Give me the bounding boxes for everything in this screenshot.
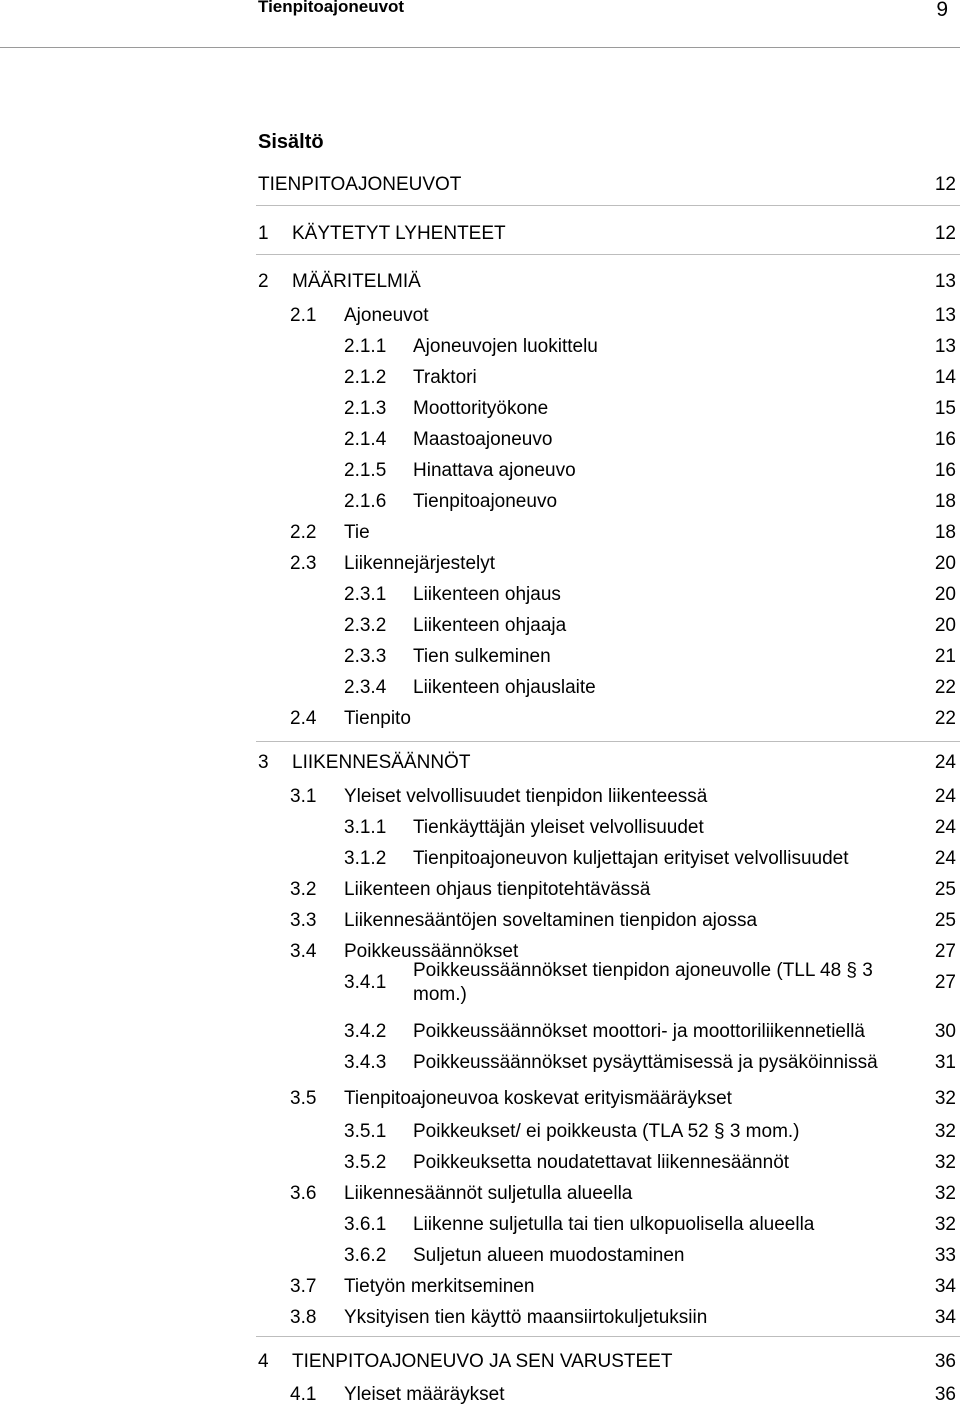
toc-entry-title: LIIKENNESÄÄNNÖT [292, 752, 471, 773]
toc-entry-page: 16 [934, 460, 956, 481]
toc-entry-page: 32 [934, 1183, 956, 1204]
toc-entry-number: 2 [258, 271, 269, 292]
toc-entry-title: Tienpitoajoneuvo [413, 491, 558, 512]
toc-entry-number: 2.3.4 [344, 677, 387, 698]
toc-entry-title: Poikkeussäännökset moottori- ja moottoriliikennetiellä [413, 1021, 866, 1042]
toc-entry-number: 3.3 [290, 910, 317, 931]
toc-entry-number: 3.2 [290, 879, 317, 900]
toc-entry-number: 2.1.1 [344, 336, 387, 357]
toc-entry-page: 18 [934, 491, 956, 512]
toc-entry-page: 30 [934, 1021, 956, 1042]
toc-entry-number: 3.4 [290, 941, 317, 962]
toc-entry-page: 32 [934, 1152, 956, 1173]
toc-entry-page: 13 [934, 336, 956, 357]
toc-entry-number: 3.1.2 [344, 848, 387, 869]
toc-entry-page: 20 [934, 615, 956, 636]
toc-entry-page: 13 [934, 305, 956, 326]
toc-entry-title: Tienpitoajoneuvon kuljettajan erityiset velvollisuudet [413, 848, 849, 869]
toc-entry-title: TIENPITOAJONEUVOT [258, 174, 462, 195]
toc-entry-page: 34 [934, 1276, 956, 1297]
toc-entry-page: 25 [934, 910, 956, 931]
toc-entry-title: Traktori [413, 367, 477, 388]
toc-entry-page: 32 [934, 1121, 956, 1142]
toc-entry-title: TIENPITOAJONEUVO JA SEN VARUSTEET [292, 1351, 673, 1372]
toc-entry-number: 4 [258, 1351, 269, 1372]
toc-entry-page: 24 [934, 786, 956, 807]
toc-entry-number: 2.3.2 [344, 615, 387, 636]
toc-entry-number: 2.4 [290, 708, 317, 729]
toc-entry-page: 24 [934, 752, 956, 773]
toc-section-divider [256, 1336, 960, 1337]
toc-entry-page: 16 [934, 429, 956, 450]
toc-entry-title: Tietyön merkitseminen [344, 1276, 535, 1297]
toc-entry-number: 3.1.1 [344, 817, 387, 838]
toc-entry-title: Tienpitoajoneuvoa koskevat erityismääräykset [344, 1088, 732, 1109]
toc-entry-page: 24 [934, 848, 956, 869]
toc-entry-title: Poikkeussäännökset [344, 941, 519, 962]
toc-section-divider [256, 205, 960, 206]
toc-entry-title: Poikkeussäännökset tienpidon ajoneuvolle (TLL 48 § 3 mom.) [413, 960, 873, 1005]
toc-entry-title: Liikennesäännöt suljetulla alueella [344, 1183, 633, 1204]
toc-entry-page: 18 [934, 522, 956, 543]
toc-entry-number: 2.3 [290, 553, 317, 574]
toc-entry-title: MÄÄRITELMIÄ [292, 271, 421, 292]
toc-entry-page: 22 [934, 677, 956, 698]
toc-entry-number: 3.8 [290, 1307, 317, 1328]
toc-entry-number: 2.1 [290, 305, 317, 326]
toc-entry-number: 2.1.6 [344, 491, 387, 512]
toc-entry-page: 27 [934, 941, 956, 962]
toc-section-divider [256, 254, 960, 255]
toc-entry-page: 31 [934, 1052, 956, 1073]
toc-entry-page: 22 [934, 708, 956, 729]
toc-entry-number: 3.5.2 [344, 1152, 387, 1173]
toc-entry-title: Poikkeukset/ ei poikkeusta (TLA 52 § 3 mom.) [413, 1121, 800, 1142]
toc-entry-number: 2.1.2 [344, 367, 387, 388]
toc-entry-title: Liikennesääntöjen soveltaminen tienpidon ajossa [344, 910, 758, 931]
toc-entry-page: 15 [934, 398, 956, 419]
page-number: 9 [936, 0, 948, 21]
toc-entry-number: 2.3.3 [344, 646, 387, 667]
running-header-title: Tienpitoajoneuvot [258, 0, 405, 16]
toc-entry-number: 3.6.1 [344, 1214, 387, 1235]
toc-entry-title: Liikenteen ohjaus tienpitotehtävässä [344, 879, 651, 900]
toc-entry-page: 20 [934, 553, 956, 574]
toc-entry-page: 36 [934, 1351, 956, 1372]
toc-entry-title: Yksityisen tien käyttö maansiirtokuljetuksiin [344, 1307, 708, 1328]
toc-entry-number: 2.2 [290, 522, 317, 543]
toc-entry-title: Liikennejärjestelyt [344, 553, 496, 574]
toc-entry-title: Ajoneuvot [344, 305, 429, 326]
toc-entry-number: 3 [258, 752, 269, 773]
toc-entry-page: 14 [934, 367, 956, 388]
toc-heading: Sisältö [258, 131, 324, 153]
toc-entry-title: Tien sulkeminen [413, 646, 551, 667]
toc-entry-title: Moottorityökone [413, 398, 549, 419]
toc-entry-title: Yleiset velvollisuudet tienpidon liikenteessä [344, 786, 708, 807]
toc-entry-title: Tienkäyttäjän yleiset velvollisuudet [413, 817, 704, 838]
toc-entry-title: Liikenteen ohjaus [413, 584, 561, 605]
toc-entry-number: 2.1.4 [344, 429, 387, 450]
toc-entry-number: 2.1.5 [344, 460, 387, 481]
toc-entry-page: 32 [934, 1088, 956, 1109]
toc-entry-number: 3.1 [290, 786, 317, 807]
toc-entry-page: 21 [934, 646, 956, 667]
toc-entry-number: 2.3.1 [344, 584, 387, 605]
toc-entry-page: 36 [934, 1384, 956, 1405]
toc-entry-page: 32 [934, 1214, 956, 1235]
toc-entry-title: Tienpito [344, 708, 411, 729]
toc-entry-number: 3.6 [290, 1183, 317, 1204]
toc-entry-title: Poikkeussäännökset pysäyttämisessä ja pysäköinnissä [413, 1052, 878, 1073]
toc-entry-title: Maastoajoneuvo [413, 429, 553, 450]
toc-entry-page: 12 [934, 223, 956, 244]
toc-entry-number: 2.1.3 [344, 398, 387, 419]
toc-entry-title: Hinattava ajoneuvo [413, 460, 576, 481]
toc-entry-title: Liikenteen ohjauslaite [413, 677, 596, 698]
toc-entry-page: 12 [934, 174, 956, 195]
toc-entry-number: 1 [258, 223, 269, 244]
toc-entry-number: 3.7 [290, 1276, 317, 1297]
toc-entry-page: 20 [934, 584, 956, 605]
toc-entry-title: KÄYTETYT LYHENTEET [292, 223, 506, 244]
toc-entry-title: Ajoneuvojen luokittelu [413, 336, 598, 357]
toc-entry-number: 3.5 [290, 1088, 317, 1109]
toc-entry-page: 25 [934, 879, 956, 900]
toc-entry-title: Tie [344, 522, 370, 543]
toc-entry-title: Liikenne suljetulla tai tien ulkopuolisella alueella [413, 1214, 815, 1235]
toc-entry-number: 3.4.2 [344, 1021, 387, 1042]
toc-entry-number: 3.4.1 [344, 972, 387, 993]
toc-entry-title: Liikenteen ohjaaja [413, 615, 567, 636]
toc-entry-title: Yleiset määräykset [344, 1384, 505, 1405]
toc-entry-title: Suljetun alueen muodostaminen [413, 1245, 685, 1266]
toc-entry-page: 24 [934, 817, 956, 838]
toc-entry-number: 3.5.1 [344, 1121, 387, 1142]
toc-section-divider [256, 741, 960, 742]
toc-entry-page: 34 [934, 1307, 956, 1328]
toc-entry-page: 27 [934, 972, 956, 993]
toc-entry-page: 13 [934, 271, 956, 292]
toc-entry-number: 4.1 [290, 1384, 317, 1405]
toc-entry-page: 33 [934, 1245, 956, 1266]
toc-entry-number: 3.6.2 [344, 1245, 387, 1266]
toc-entry-title: Poikkeuksetta noudatettavat liikennesäännöt [413, 1152, 790, 1173]
toc-entry-number: 3.4.3 [344, 1052, 387, 1073]
